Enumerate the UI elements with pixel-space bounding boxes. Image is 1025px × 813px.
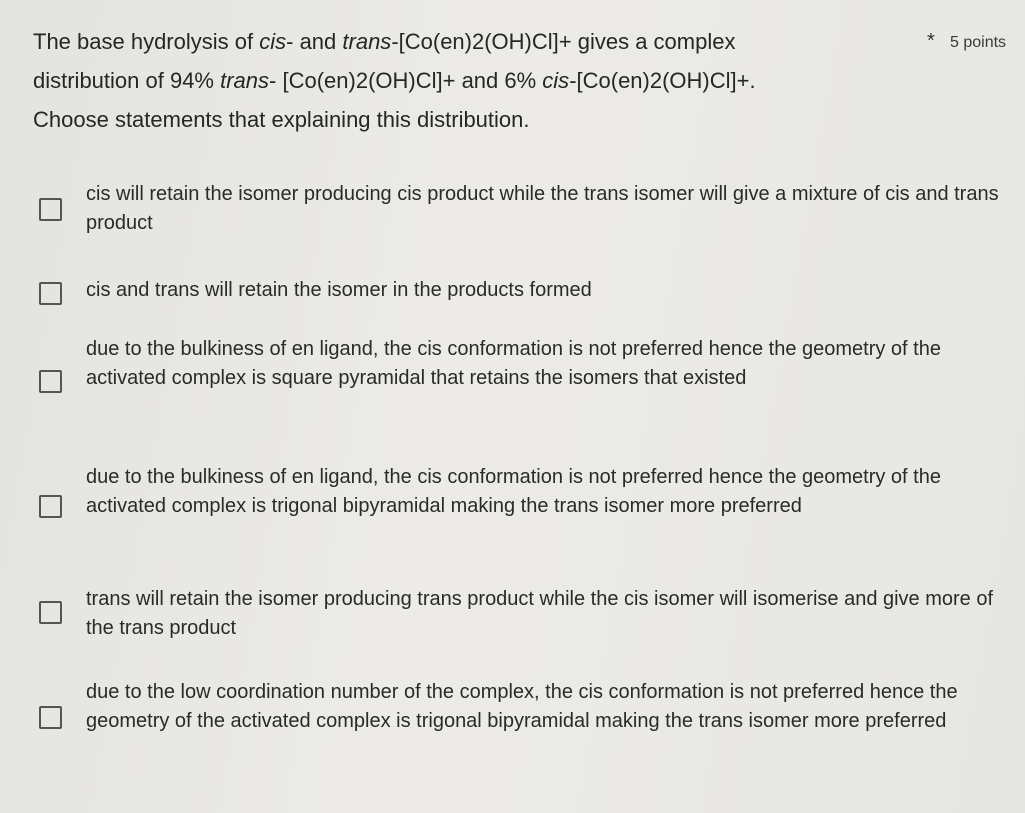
question-text-segment: -[Co(en)2(OH)Cl]+.: [569, 68, 756, 93]
question-line-2: [33, 61, 933, 100]
question-line-3: Choose statements that explaining this distribution.: [33, 107, 530, 132]
question-text-segment: distribution of 94%: [33, 68, 221, 93]
question-text-italic: cis: [259, 29, 287, 54]
question-text-italic: trans: [220, 68, 270, 93]
question-text-segment: -[Co(en)2(OH)Cl]+ gives a complex: [391, 29, 736, 54]
option-label: due to the bulkiness of en ligand, the cis conformation is not preferred hence the geometry of the activated complex is square pyramidal that retains the isomers that existed: [86, 338, 941, 389]
option-label: trans will retain the isomer producing trans product while the cis isomer will isomerise and give more of the trans product: [86, 588, 994, 639]
checkbox[interactable]: [39, 706, 62, 729]
question-text-italic: trans: [342, 29, 392, 54]
points-label: 5 points: [950, 34, 1007, 51]
checkbox[interactable]: [39, 495, 62, 518]
question-text-segment: - and: [286, 29, 343, 54]
checkbox[interactable]: [39, 282, 62, 305]
option-label: due to the low coordination number of the complex, the cis conformation is not preferred hence the geometry of the activated complex is trigonal bipyramidal making the trans isomer more preferred: [86, 681, 958, 732]
question-text-segment: The base hydrolysis of: [33, 29, 260, 54]
question-line-1: [33, 22, 933, 61]
option-label: cis and trans will retain the isomer in the products formed: [86, 279, 592, 301]
required-marker: *: [927, 30, 935, 52]
checkbox[interactable]: [39, 370, 62, 393]
option-label: due to the bulkiness of en ligand, the cis conformation is not preferred hence the geometry of the activated complex is trigonal bipyramidal making the trans isomer more preferred: [86, 466, 941, 517]
question-text-italic: cis: [542, 68, 570, 93]
checkbox[interactable]: [39, 198, 62, 221]
checkbox[interactable]: [39, 601, 62, 624]
question-text: [33, 22, 933, 139]
option-label: cis will retain the isomer producing cis product while the trans isomer will give a mixture of cis and trans product: [86, 183, 999, 234]
question-text-segment: - [Co(en)2(OH)Cl]+ and 6%: [269, 68, 543, 93]
